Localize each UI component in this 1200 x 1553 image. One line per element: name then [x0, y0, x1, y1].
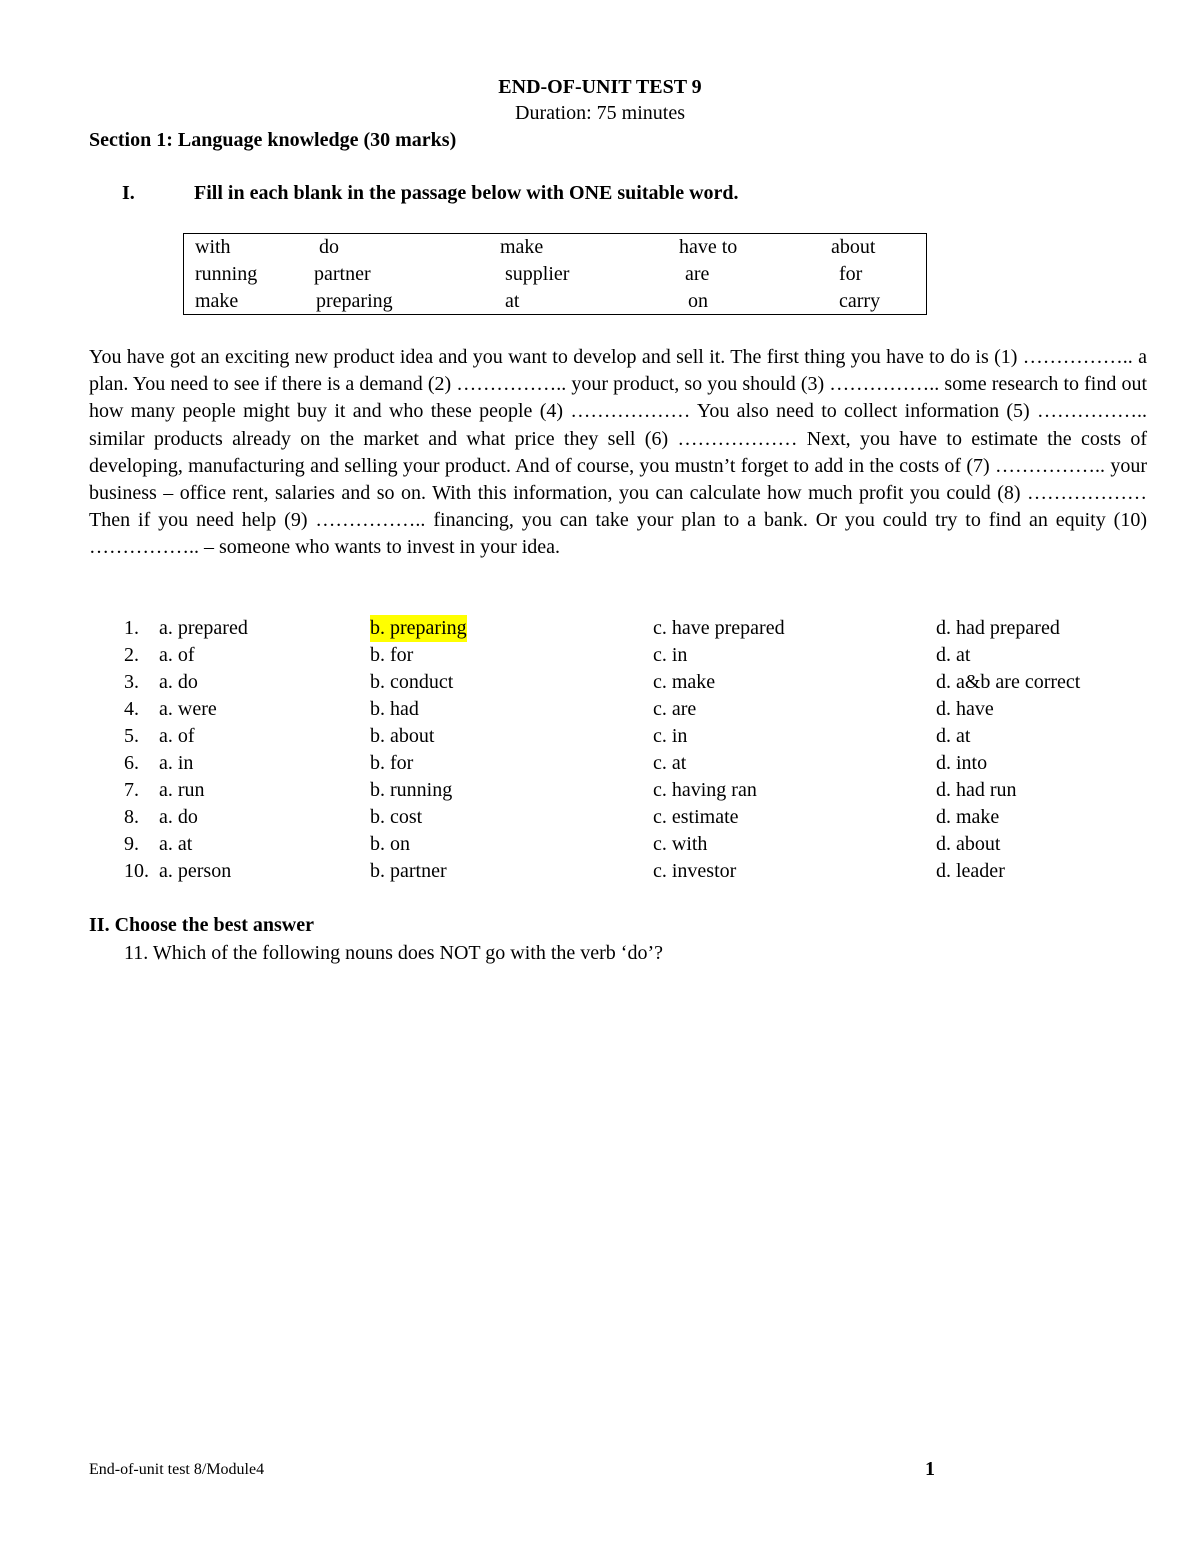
word-box-cell: supplier [505, 263, 570, 285]
option-c: c. in [653, 644, 688, 666]
footer-text: End-of-unit test 8/Module4 [89, 1461, 265, 1478]
option-c: c. having ran [653, 779, 757, 801]
option-c: c. estimate [653, 806, 739, 828]
option-a: a. run [159, 779, 205, 801]
option-c: c. make [653, 671, 716, 693]
word-box [183, 233, 927, 315]
option-d: d. had run [936, 779, 1017, 801]
option-b: b. running [370, 779, 453, 801]
option-row [0, 750, 1200, 777]
word-box-cell: carry [839, 290, 881, 312]
cloze-passage: You have got an exciting new product idea and you want to develop and sell it. The first thing you have to do is (1) …………….. a plan. You need to see if there is a demand (2) …………….. your product, so you should (3) …………….. some research to find out how many people might buy it and who these people (4) ……………… You also need to collect information (5) …………….. similar products already on the market and what price they sell (6) ……………… Next, you have to estimate the costs of developing, manufacturing and selling your product. And of course, you mustn’t forget to add in the costs of (7) …………….. your business – office rent, salaries and so on. With this information, you can calculate how much profit you could (8) ……………… Then if you need help (9) …………….. financing, you can take your plan to a bank. Or you could try to find an equity (10) …………….. – someone who wants to invest in your idea. [89, 346, 1147, 559]
word-box-cell: preparing [316, 290, 393, 312]
word-box-cell: at [505, 290, 520, 312]
option-row [0, 642, 1200, 669]
part-1-heading [122, 180, 739, 206]
word-box-cell: about [831, 236, 876, 258]
part-2-heading: II. Choose the best answer [89, 914, 314, 936]
option-c: c. are [653, 698, 697, 720]
option-number: 10. [124, 860, 149, 882]
option-a: a. person [159, 860, 232, 882]
option-d: d. into [936, 752, 988, 774]
option-number: 2. [124, 644, 139, 666]
test-title: END-OF-UNIT TEST 9 [498, 76, 702, 98]
option-row [0, 831, 1200, 858]
option-a: a. of [159, 644, 195, 666]
option-number: 8. [124, 806, 139, 828]
option-d: d. at [936, 644, 971, 666]
section-1-heading: Section 1: Language knowledge (30 marks) [89, 129, 457, 151]
part-1-instruction: Fill in each blank in the passage below with ONE suitable word. [194, 182, 739, 204]
option-b: b. cost [370, 806, 423, 828]
option-a: a. do [159, 671, 198, 693]
word-box-cell: partner [314, 263, 371, 285]
option-number: 7. [124, 779, 139, 801]
option-row [0, 804, 1200, 831]
option-b: b. conduct [370, 671, 454, 693]
option-b: b. about [370, 725, 435, 747]
option-b: b. partner [370, 860, 447, 882]
option-b: b. on [370, 833, 410, 855]
option-number: 6. [124, 752, 139, 774]
option-row [0, 696, 1200, 723]
option-d: d. had prepared [936, 617, 1060, 639]
option-a: a. at [159, 833, 193, 855]
question-11: 11. Which of the following nouns does NOT go with the verb ‘do’? [124, 942, 663, 964]
word-box-cell: for [839, 263, 863, 285]
test-duration: Duration: 75 minutes [515, 102, 685, 124]
part-1-number: I. [122, 182, 135, 204]
option-d: d. leader [936, 860, 1005, 882]
option-a: a. of [159, 725, 195, 747]
option-number: 5. [124, 725, 139, 747]
word-box-cell: have to [679, 236, 738, 258]
page-number: 1 [925, 1458, 935, 1480]
option-a: a. prepared [159, 617, 248, 639]
option-d: d. a&b are correct [936, 671, 1081, 693]
option-c: c. with [653, 833, 708, 855]
option-a: a. were [159, 698, 217, 720]
option-number: 3. [124, 671, 139, 693]
option-number: 4. [124, 698, 139, 720]
option-b: b. for [370, 752, 414, 774]
option-b: b. had [370, 698, 419, 720]
option-row [0, 777, 1200, 804]
word-box-cell: are [685, 263, 710, 285]
word-box-cell: make [500, 236, 544, 258]
option-row [0, 858, 1200, 885]
option-d: d. have [936, 698, 994, 720]
option-row [0, 723, 1200, 750]
word-box-cell: running [195, 263, 258, 285]
option-b-highlighted: b. preparing [370, 615, 467, 642]
option-d: d. at [936, 725, 971, 747]
option-number: 9. [124, 833, 139, 855]
option-d: d. make [936, 806, 1000, 828]
option-c: c. at [653, 752, 687, 774]
option-row [0, 615, 1200, 642]
option-c: c. in [653, 725, 688, 747]
option-c: c. have prepared [653, 617, 785, 639]
word-box-cell: make [195, 290, 239, 312]
option-c: c. investor [653, 860, 737, 882]
option-a: a. do [159, 806, 198, 828]
option-a: a. in [159, 752, 194, 774]
word-box-cell: do [319, 236, 339, 258]
word-box-cell: with [195, 236, 231, 258]
option-d: d. about [936, 833, 1001, 855]
option-row [0, 669, 1200, 696]
option-b: b. for [370, 644, 414, 666]
word-box-cell: on [688, 290, 708, 312]
option-number: 1. [124, 617, 139, 639]
